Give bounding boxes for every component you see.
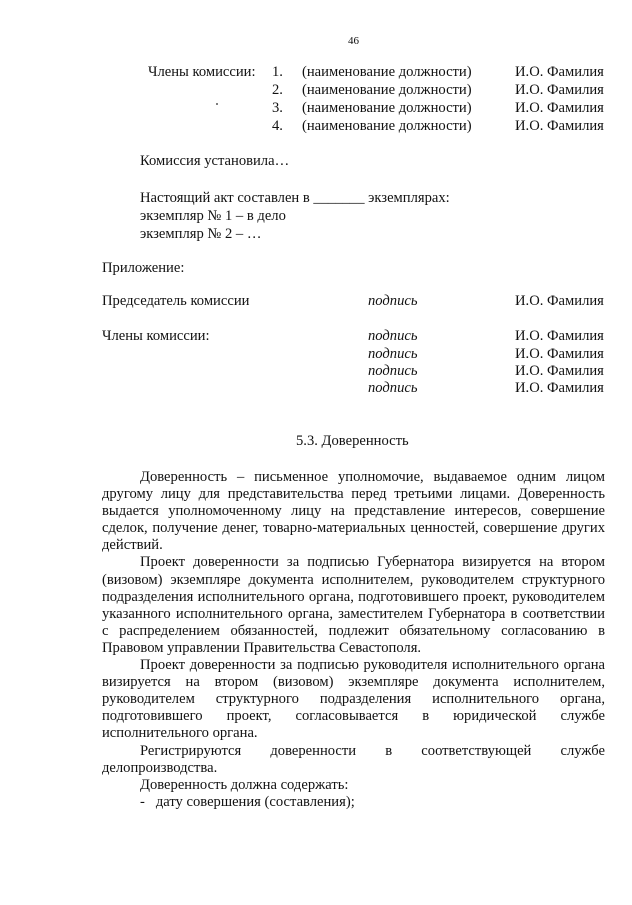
list-item-text: дату совершения (составления); bbox=[155, 793, 355, 810]
chairman-name: И.О. Фамилия bbox=[515, 293, 604, 309]
commission-row-position: (наименование должности) bbox=[302, 118, 472, 134]
commission-row-name: И.О. Фамилия bbox=[515, 118, 604, 134]
member-name: И.О. Фамилия bbox=[515, 328, 604, 344]
paragraph: Регистрируются доверенности в соответствующей службе делопроизводства. bbox=[102, 742, 605, 776]
body-text bbox=[102, 469, 605, 811]
commission-row-num: 2. bbox=[272, 82, 283, 98]
copies-line: экземпляр № 2 – … bbox=[140, 226, 262, 242]
commission-label: Члены комиссии: bbox=[148, 64, 256, 80]
established-text: Комиссия установила… bbox=[140, 153, 290, 169]
signature-placeholder: подпись bbox=[368, 346, 418, 362]
members-label: Члены комиссии: bbox=[102, 328, 210, 344]
signature-placeholder: подпись bbox=[368, 293, 418, 309]
paragraph: Доверенность – письменное уполномочие, выдаваемое одним лицом другому лицу для представительства перед третьими лицами. Доверенность выдается уполномоченному лицу на представление интересов, совершение сделок, получение денег, товарно-материальных ценностей, совершение других действий. bbox=[102, 469, 605, 554]
list-marker: - bbox=[140, 793, 145, 810]
commission-row-position: (наименование должности) bbox=[302, 82, 472, 98]
scan-speck bbox=[216, 103, 218, 105]
signature-placeholder: подпись bbox=[368, 328, 418, 344]
chairman-label: Председатель комиссии bbox=[102, 293, 250, 309]
copies-line: экземпляр № 1 – в дело bbox=[140, 208, 286, 224]
signature-placeholder: подпись bbox=[368, 380, 418, 396]
page-number: 46 bbox=[348, 35, 359, 47]
signature-placeholder: подпись bbox=[368, 363, 418, 379]
commission-row-num: 1. bbox=[272, 64, 283, 80]
attachment-label: Приложение: bbox=[102, 260, 185, 276]
commission-row-name: И.О. Фамилия bbox=[515, 100, 604, 116]
list-item bbox=[102, 794, 605, 811]
member-name: И.О. Фамилия bbox=[515, 380, 604, 396]
paragraph: Проект доверенности за подписью руководителя исполнительного органа визируется на втором (визовом) экземпляре документа исполнителем, руководителем структурного подразделения исполнительного органа, подготовившего проект, согласовывается в юридической службе исполнительного органа. bbox=[102, 657, 605, 742]
commission-row-position: (наименование должности) bbox=[302, 100, 472, 116]
section-title: 5.3. Доверенность bbox=[296, 433, 409, 449]
member-name: И.О. Фамилия bbox=[515, 346, 604, 362]
commission-row-position: (наименование должности) bbox=[302, 64, 472, 80]
copies-line: Настоящий акт составлен в _______ экземплярах: bbox=[140, 190, 450, 206]
paragraph: Доверенность должна содержать: bbox=[140, 776, 349, 793]
member-name: И.О. Фамилия bbox=[515, 363, 604, 379]
commission-row-name: И.О. Фамилия bbox=[515, 64, 604, 80]
commission-row-name: И.О. Фамилия bbox=[515, 82, 604, 98]
paragraph: Проект доверенности за подписью Губернатора визируется на втором (визовом) экземпляре документа исполнителем, руководителем структурного подразделения исполнительного органа, подготовившего проект, руководителем указанного исполнительного органа, заместителем Губернатора в соответствии с распределением обязанностей, подлежит обязательному согласованию в Правовом управлении Правительства Севастополя. bbox=[102, 554, 605, 656]
commission-row-num: 3. bbox=[272, 100, 283, 116]
commission-row-num: 4. bbox=[272, 118, 283, 134]
